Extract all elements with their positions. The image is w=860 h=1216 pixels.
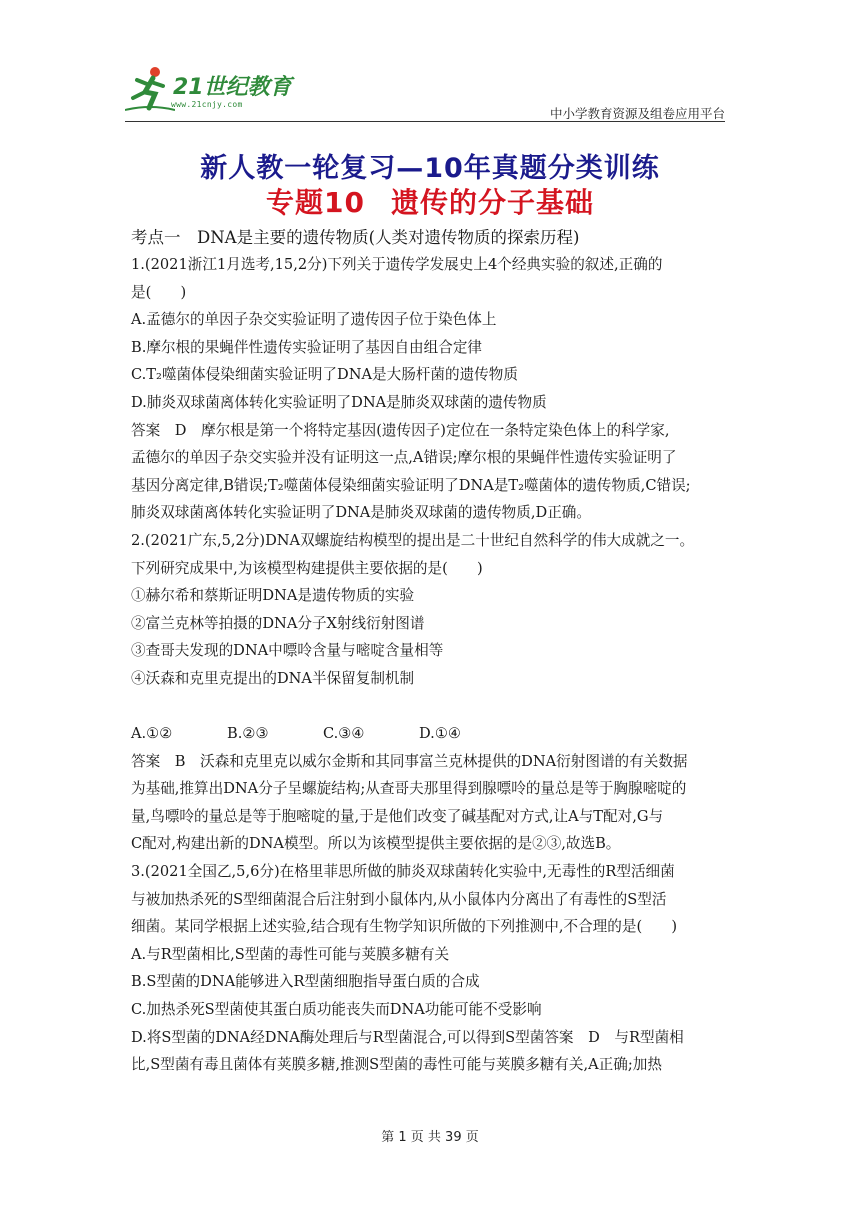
text-line: D.将S型菌的DNA经DNA酶处理后与R型菌混合,可以得到S型菌答案 D 与R型菌相 [131, 1028, 684, 1046]
text-line: B.S型菌的DNA能够进入R型菌细胞指导蛋白质的合成 [131, 973, 480, 991]
text-line: 细菌。某同学根据上述实验,结合现有生物学知识所做的下列推测中,不合理的是( ) [131, 918, 678, 936]
text-line: B.摩尔根的果蝇伴性遗传实验证明了基因自由组合定律 [131, 338, 483, 356]
text-line: ④沃森和克里克提出的DNA半保留复制机制 [131, 669, 415, 687]
text-line: 答案 D 摩尔根是第一个将特定基因(遗传因子)定位在一条特定染色体上的科学家, [131, 421, 670, 439]
logo-url: www.21cnjy.com [171, 100, 243, 109]
text-line: 2.(2021广东,5,2分)DNA双螺旋结构模型的提出是二十世纪自然科学的伟大成就之一。 [131, 531, 695, 549]
text-line: 孟德尔的单因子杂交实验并没有证明这一点,A错误;摩尔根的果蝇伴性遗传实验证明了 [131, 449, 677, 467]
text-line: 比,S型菌有毒且菌体有荚膜多糖,推测S型菌的毒性可能与荚膜多糖有关,A正确;加热 [131, 1056, 662, 1074]
text-line: D.肺炎双球菌离体转化实验证明了DNA是肺炎双球菌的遗传物质 [131, 393, 547, 411]
logo [125, 64, 295, 120]
text-line: A.与R型菌相比,S型菌的毒性可能与荚膜多糖有关 [131, 945, 450, 963]
text-line: C.T₂噬菌体侵染细菌实验证明了DNA是大肠杆菌的遗传物质 [131, 366, 518, 384]
answer-options [131, 720, 731, 748]
text-line: 为基础,推算出DNA分子呈螺旋结构;从查哥夫那里得到腺嘌呤的量总是等于胸腺嘧啶的 [131, 780, 687, 798]
page-header [125, 64, 725, 124]
document-body [131, 224, 731, 1079]
topic-name: 遗传的分子基础 [390, 186, 594, 219]
platform-name: 中小学教育资源及组卷应用平台 [549, 106, 725, 121]
text-line: 下列研究成果中,为该模型构建提供主要依据的是( ) [131, 559, 483, 577]
text-line: 答案 B 沃森和克里克以威尔金斯和其同事富兰克林提供的DNA衍射图谱的有关数据 [131, 752, 688, 770]
page-number: 第 1 页 共 39 页 [381, 1130, 479, 1145]
text-line: ②富兰克林等拍摄的DNA分子X射线衍射图谱 [131, 614, 425, 632]
text-line: ①赫尔希和蔡斯证明DNA是遗传物质的实验 [131, 587, 415, 605]
section-heading: 考点一 DNA是主要的遗传物质(人类对遗传物质的探索历程) [131, 228, 580, 247]
text-line: A.孟德尔的单因子杂交实验证明了遗传因子位于染色体上 [131, 311, 497, 329]
text-line: C配对,构建出新的DNA模型。所以为该模型提供主要依据的是②③,故选B。 [131, 835, 621, 853]
option: D.①④ [419, 725, 461, 743]
text-line: 是( ) [131, 283, 187, 301]
text-line: ③查哥夫发现的DNA中嘌呤含量与嘧啶含量相等 [131, 642, 444, 660]
logo-text: 21世纪教育 [173, 75, 292, 100]
text-line: 与被加热杀死的S型细菌混合后注射到小鼠体内,从小鼠体内分离出了有毒性的S型活 [131, 890, 667, 908]
header-divider [125, 121, 725, 122]
text-line: 量,鸟嘌呤的量总是等于胞嘧啶的量,于是他们改变了碱基配对方式,让A与T配对,G与 [131, 807, 664, 825]
document-title: 新人教一轮复习—10年真题分类训练 [200, 153, 660, 184]
option: B.②③ [227, 725, 269, 743]
text-line: C.加热杀死S型菌使其蛋白质功能丧失而DNA功能可能不受影响 [131, 1001, 542, 1019]
text-line: 1.(2021浙江1月选考,15,2分)下列关于遗传学发展史上4个经典实验的叙述,正确的 [131, 256, 663, 273]
option: A.①② [131, 725, 173, 743]
text-line: 肺炎双球菌离体转化实验证明了DNA是肺炎双球菌的遗传物质,D正确。 [131, 504, 591, 522]
text-line: 基因分离定律,B错误;T₂噬菌体侵染细菌实验证明了DNA是T₂噬菌体的遗传物质,C错误; [131, 476, 691, 494]
runner-logo-icon [125, 64, 175, 114]
option: C.③④ [323, 725, 365, 743]
document-subtitle [0, 181, 860, 221]
text-line: 3.(2021全国乙,5,6分)在格里菲思所做的肺炎双球菌转化实验中,无毒性的R型活细菌 [131, 863, 675, 881]
topic-number: 专题10 [266, 186, 365, 219]
